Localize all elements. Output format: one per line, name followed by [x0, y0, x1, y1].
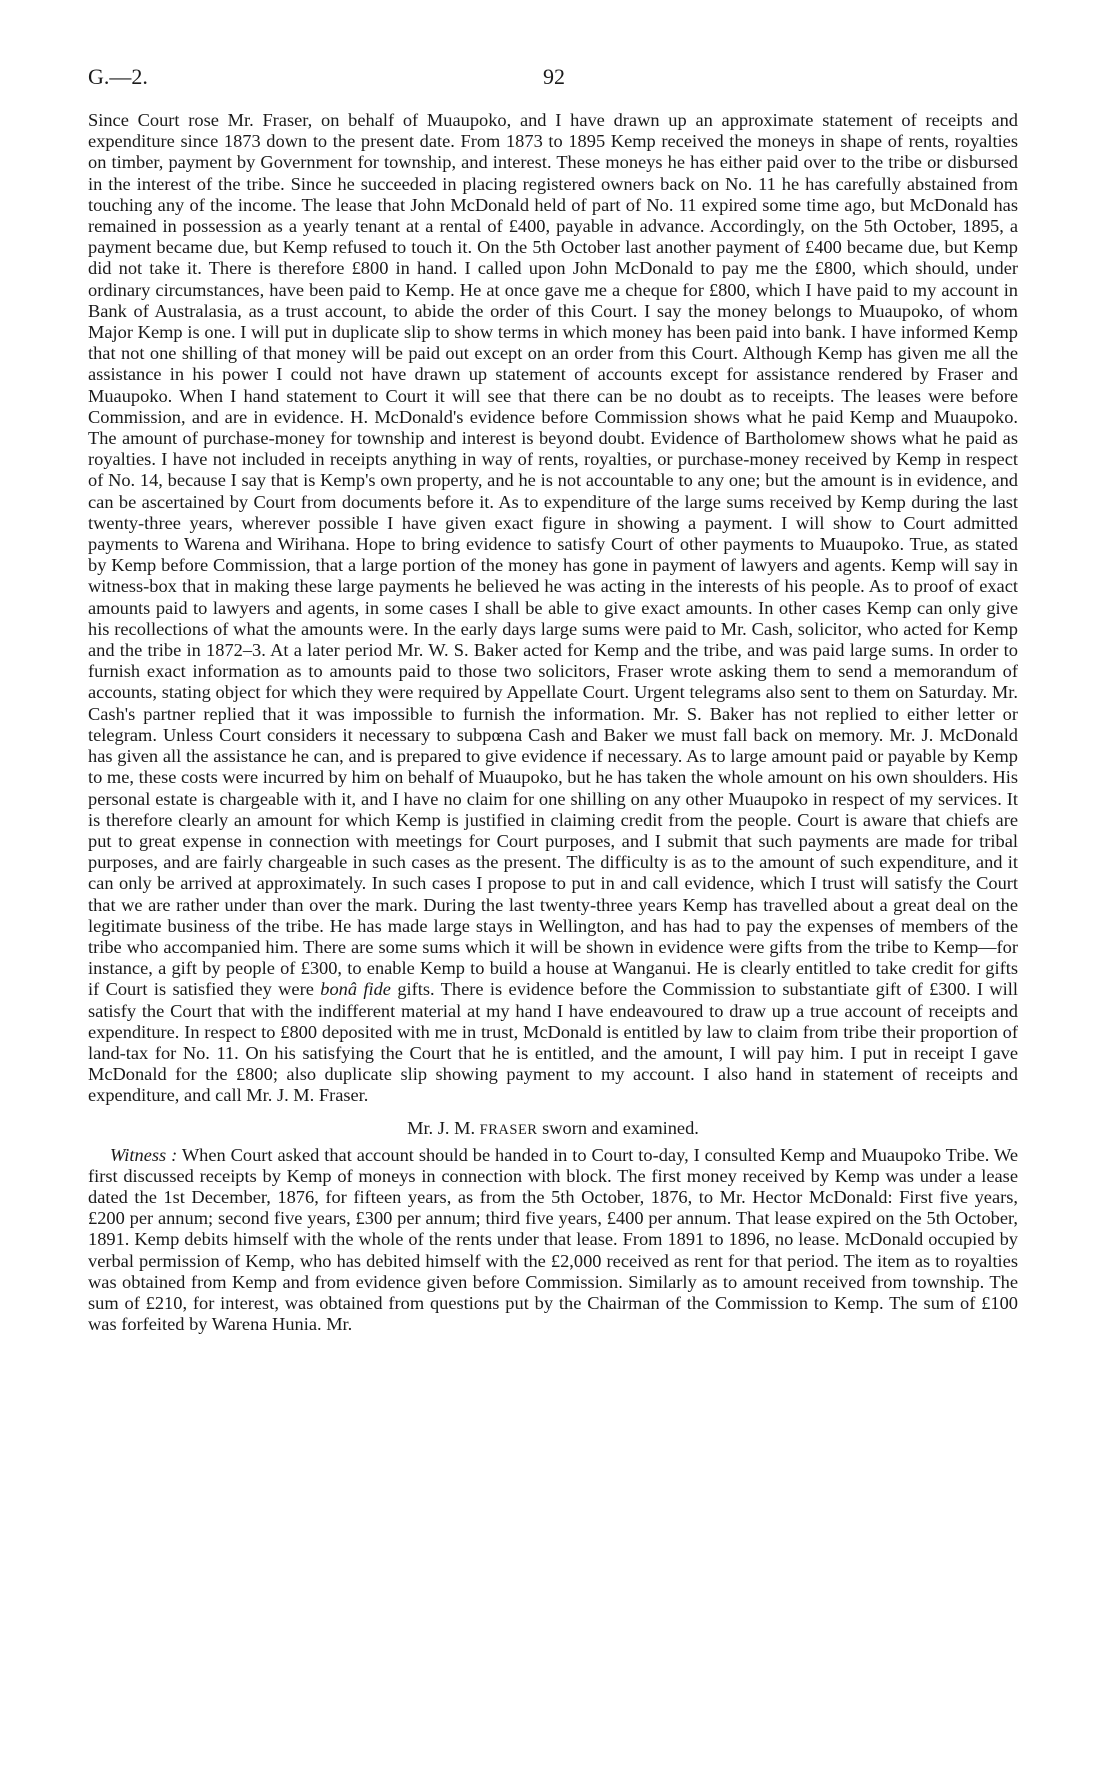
running-head — [88, 62, 1018, 92]
page-number: 92 — [543, 64, 565, 89]
testimony-text: When Court asked that account should be handed in to Court to-day, I consulted Kemp and Muaupoko Tribe. We first discussed receipts by Kemp of moneys in connection with block. The first money received by Kemp was under a lease dated the 1st December, 1876, for fifteen years, as from the 5th October, 1876, to Mr. Hector McDonald: First five years, £200 per annum; second five years, £300 per annum; third five years, £400 per annum. That lease expired on the 5th October, 1891. Kemp debits himself with the whole of the rents under that lease. From 1891 to 1896, no lease. McDonald occupied by verbal permission of Kemp, who has debited himself with the £2,000 received as rent for that period. The item as to royalties was obtained from Kemp and from evidence given before Commission. Similarly as to amount received from township. The sum of £210, for interest, was obtained from questions put by the Chairman of the Commission to Kemp. The sum of £100 was forfeited by Warena Hunia. Mr. — [88, 1144, 1019, 1335]
witness-heading-suffix: sworn and examined. — [542, 1117, 699, 1138]
witness-surname: FRASER — [479, 1121, 538, 1138]
witness-heading — [88, 1117, 1018, 1141]
statement-paragraph — [88, 110, 1018, 1107]
document-page — [88, 62, 1018, 1335]
testimony-paragraph — [88, 1145, 1018, 1336]
statement-text: Since Court rose Mr. Fraser, on behalf of Muaupoko, and I have drawn up an approximate statement of receipts and expenditure since 1873 down to the present date. From 1873 to 1895 Kemp received the moneys in shape of rents, royalties on timber, payment by Government for township, and interest. These moneys he has either paid over to the tribe or disbursed in the interest of the tribe. Since he succeeded in placing registered owners back on No. 11 he has carefully abstained from touching any of the income. The lease that John McDonald held of part of No. 11 expired some time ago, but McDonald has remained in possession as a yearly tenant at a rental of £400, payable in advance. Accordingly, on the 5th October, 1895, a payment became due, but Kemp refused to touch it. On the 5th October last another payment of £400 became due, but Kemp did not take it. There is therefore £800 in hand. I called upon John McDonald to pay me the £800, which should, under ordinary circumstances, have been paid to Kemp. He at once gave me a cheque for £800, which I have paid to my account in Bank of Australasia, as a trust account, to abide the order of this Court. I say the money belongs to Muaupoko, of whom Major Kemp is one. I will put in duplicate slip to show terms in which money has been paid into bank. I have informed Kemp that not one shilling of that money will be paid out except on an order from this Court. Although Kemp has given me all the assistance in his power I could not have drawn up statement of accounts except for assistance rendered by Fraser and Muaupoko. When I hand statement to Court it will see that there can be no doubt as to receipts. The leases were before Commission, and are in evidence. H. McDonald's evidence before Commission shows what he paid Kemp and Muaupoko. The amount of purchase-money for township and interest is beyond doubt. Evidence of Bartholomew shows what he paid as royalties. I have not included in receipts anything in way of rents, royalties, or purchase-money received by Kemp in respect of No. 14, because I say that is Kemp's own property, and he is not accountable to any one; but the amount is in evidence, and can be ascertained by Court from documents before it. As to expenditure of the large sums received by Kemp during the last twenty-three years, wherever possible I have given exact figure in showing a payment. I will show to Court admitted payments to Warena and Wirihana. Hope to bring evidence to satisfy Court of other payments to Muaupoko. True, as stated by Kemp before Commission, that a large portion of the money has gone in payment of lawyers and agents. Kemp will say in witness-box that in making these large payments he believed he was acting in the interests of his people. As to proof of exact amounts paid to lawyers and agents, in some cases I shall be able to give exact amounts. In other cases Kemp can only give his recollections of what the amounts were. In the early days large sums were paid to Mr. Cash, solicitor, who acted for Kemp and the tribe in 1872–3. At a later period Mr. W. S. Baker acted for Kemp and the tribe, and was paid large sums. In order to furnish exact information as to amounts paid to those two solicitors, Fraser wrote asking them to send a memorandum of accounts, stating object for which they were required by Appellate Court. Urgent telegrams also sent to them on Saturday. Mr. Cash's partner replied that it was impossible to furnish the information. Mr. S. Baker has not replied to either letter or telegram. Unless Court considers it necessary to subpœna Cash and Baker we must fall back on memory. Mr. J. McDonald has given all the assistance he can, and is prepared to give evidence if necessary. As to large amount paid or payable by Kemp to me, these costs were incurred by him on behalf of Muaupoko, but he has taken the whole amount on his own shoulders. His personal estate is chargeable with it, and I have no claim for one shilling on any other Muaupoko in respect of my services. It is therefore clearly an amount for which Kemp is justified in claiming credit from the people. Court is aware that chiefs are put to great expense in connection with meetings for Court purposes, and I submit that such payments are made for tribal purposes, and are fairly chargeable in such cases as the present. The difficulty is as to the amount of such expenditure, and it can only be arrived at approximately. In such cases I propose to put in and call evidence, which I trust will satisfy the Court that we are rather under than over the mark. During the last twenty-three years Kemp has travelled about a great deal on the legitimate business of the tribe. He has made large stays in Wellington, and has had to pay the expenses of members of the tribe who accompanied him. There are some sums which it will be shown in evidence were gifts from the tribe to Kemp—for instance, a gift by people of £300, to enable Kemp to build a house at Wanganui. He is clearly entitled to take credit for gifts if Court is satisfied they were — [88, 110, 1018, 1000]
statement-italic: bonâ fide — [320, 979, 391, 1000]
document-reference: G.—2. — [88, 64, 148, 89]
witness-heading-prefix: Mr. J. M. — [407, 1117, 476, 1138]
body-text — [88, 110, 1018, 1335]
statement-text-continued: gifts. There is evidence before the Commission to substantiate gift of £300. I will satisfy the Court that with the indifferent material at my hand I have endeavoured to draw up a true account of receipts and expenditure. In respect to £800 deposited with me in trust, McDonald is entitled by law to claim from tribe their proportion of land-tax for No. 11. On his satisfying the Court that he is entitled, and the amount, I will pay him. I put in receipt I gave McDonald for the £800; also duplicate slip showing payment to my account. I also hand in statement of receipts and expenditure, and call Mr. J. M. Fraser. — [88, 979, 1018, 1106]
witness-label: Witness : — [110, 1144, 178, 1165]
